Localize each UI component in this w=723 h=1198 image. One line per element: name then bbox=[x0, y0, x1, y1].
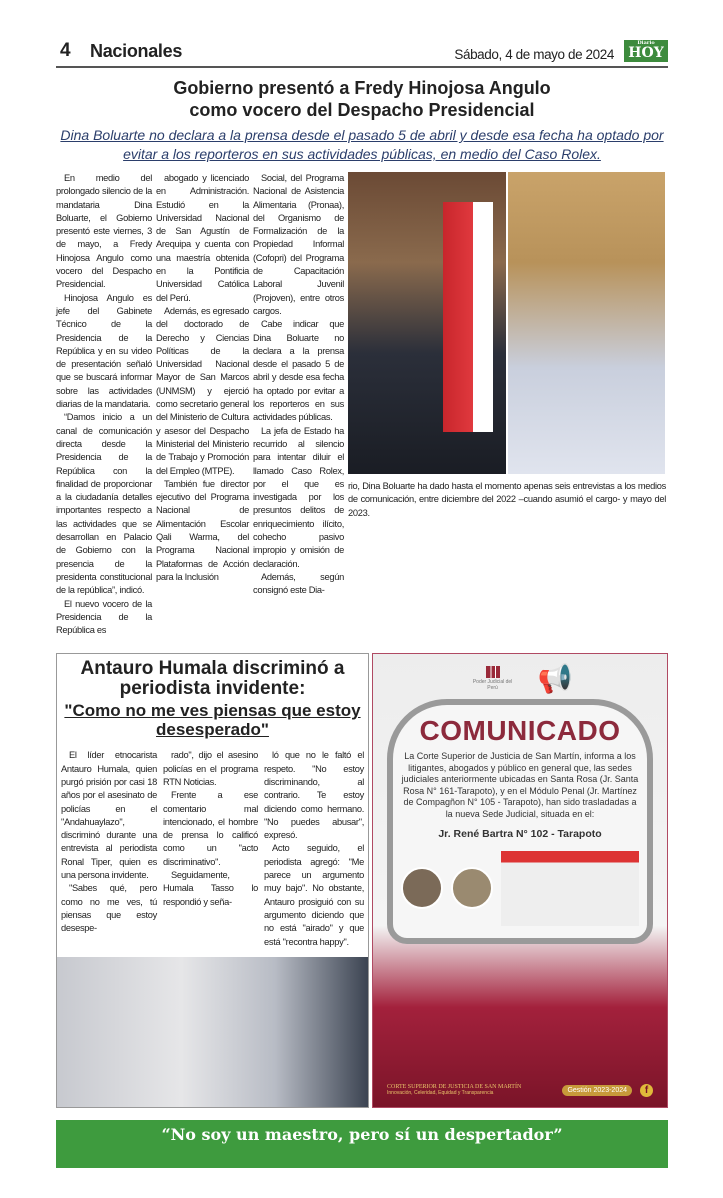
article1-media bbox=[348, 172, 666, 520]
paragraph: Social, del Programa Nacional de Asistencia Alimentaria (Pronaa), del Organismo de Formalización de la Propiedad Informal (Cofopri) del Programa de Capacitación Laboral Juvenil (Projoven), entre otros cargos. bbox=[253, 173, 344, 316]
ad-footer: CORTE SUPERIOR DE JUSTICIA DE SAN MARTÍN bbox=[387, 1084, 522, 1091]
article2-column-1 bbox=[61, 749, 157, 948]
building-photo-2 bbox=[451, 867, 493, 909]
logo-big-text: HOY bbox=[628, 45, 664, 61]
paragraph: El nuevo vocero de la Presidencia de la República es bbox=[56, 598, 152, 636]
photo-antauro-interview bbox=[57, 957, 368, 1107]
paragraph: El líder etnocarista Antauro Humala, quien purgó prisión por casi 18 años por el asesinato de policías en el "Andahuaylazo", discriminó durante una entrevista al periodista Ronal Tiper, quien es una persona invidente. bbox=[61, 750, 157, 881]
article1-column-3 bbox=[253, 172, 344, 598]
ad-top bbox=[387, 662, 653, 695]
paragraph: abogado y licenciado en Administración. Estudió en la Universidad Nacional de San Agustín de Arequipa y cuenta con una maestría obtenida en la Pontificia Universidad Católica del Perú. bbox=[156, 173, 249, 303]
paragraph: También fue director ejecutivo del Programa Nacional de Alimentación Escolar Qali Warma, del Programa Nacional Plataformas de Acción para la Inclusión bbox=[156, 478, 249, 582]
photo-strip bbox=[348, 172, 666, 474]
megaphone-icon: 📢 bbox=[537, 663, 573, 695]
paragraph: Hinojosa Angulo es jefe del Gabinete Técnico de la Presidencia de la República y en su video de presentación señaló que se buscará informar sobre las actividades diarias de la mandataria. bbox=[56, 292, 152, 410]
article1-headline bbox=[56, 77, 668, 121]
paragraph: La jefa de Estado ha recurrido al silencio para intentar diluir el llamado Caso Rolex, por el que es investigada por los presuntos delitos de enriquecimiento ilícito, cohecho pasivo impropio y omisión de declaración. bbox=[253, 425, 344, 569]
building-photo-1 bbox=[401, 867, 443, 909]
ad-title: COMUNICADO bbox=[419, 715, 621, 747]
section-title: Nacionales bbox=[90, 41, 183, 61]
newspaper-logo bbox=[624, 40, 668, 62]
footer-quote: “No soy un maestro, pero sí un despertador” bbox=[56, 1120, 668, 1168]
article2-frame bbox=[56, 653, 369, 1107]
page-number: 4 bbox=[60, 40, 71, 61]
paragraph: "Sabes qué, pero como no me ves, tú piensas que estoy desespe- bbox=[61, 883, 157, 934]
new-courthouse-photo bbox=[501, 851, 639, 926]
logo-small-text: Diario bbox=[637, 40, 655, 46]
ad-badge: Gestión 2023-2024 bbox=[562, 1085, 632, 1096]
article2-body bbox=[59, 749, 366, 948]
article2-column-3 bbox=[264, 749, 364, 948]
headline-line-2: como vocero del Despacho Presidencial bbox=[189, 100, 535, 120]
photo-dina-boluarte bbox=[508, 172, 665, 474]
article1-continuation: rio, Dina Boluarte ha dado hasta el momento apenas seis entrevistas a los medios de comunicación, entre diciembre del 2022 –cuando asumió el cargo- y mayo del 2023. bbox=[348, 481, 666, 518]
ad-address: Jr. René Bartra N° 102 - Tarapoto bbox=[438, 828, 602, 841]
headline-line-1: Gobierno presentó a Fredy Hinojosa Angulo bbox=[173, 78, 551, 98]
peru-flag bbox=[443, 202, 493, 432]
paragraph: Seguidamente, Humala Tasso lo respondió y seña- bbox=[163, 870, 258, 907]
article1-body bbox=[56, 172, 668, 637]
ad-footer-bar bbox=[387, 1074, 653, 1097]
article1-column-1 bbox=[56, 172, 152, 637]
paragraph: Frente a ese comentario mal intencionado, el hombre de prensa lo calificó como un "acto discriminativo". bbox=[163, 790, 258, 867]
paragraph: Cabe indicar que Dina Boluarte no declara a la prensa desde el pasado 5 de abril y desde esa fecha ha optado por evitar a los reporteros en sus actividades públicas. bbox=[253, 319, 344, 423]
ad-card-frame bbox=[387, 699, 653, 944]
article2-quote-headline: "Como no me ves piensas que estoy desesperado" bbox=[64, 701, 361, 740]
article-subtitle: Dina Boluarte no declara a la prensa desde el pasado 5 de abril y desde esa fecha ha optado por evitar a los reporteros en sus actividades públicas, en medio del Caso Rolex. bbox=[60, 127, 664, 162]
ad-footer-sub: Innovación, Celeridad, Equidad y Transparencia bbox=[387, 1090, 494, 1097]
paragraph: Además, según consignó este Dia- bbox=[253, 571, 344, 596]
ad-images bbox=[401, 848, 639, 928]
paragraph: En medio del prolongado silencio de la mandataria Dina Boluarte, el Gobierno presentó este viernes, 3 de mayo, a Fredy Hinojosa Angulo como vocero del Despacho Presidencial. bbox=[56, 173, 152, 290]
ad-body: La Corte Superior de Justicia de San Martín, informa a los litigantes, abogados y público en general que, las sedes judiciales anteriormente ubicadas en Santa Rosa (Jr. Santa Rosa N° 161-Tarapoto), y en el Módulo Penal (Jr. Martínez de Compagñon N° 105 - Tarapoto), han sido trasladadas a la nueva Sede Judicial, situada en el: bbox=[401, 751, 639, 819]
masthead bbox=[56, 38, 668, 68]
article2-column-2 bbox=[163, 749, 258, 948]
judicial-logo-text: Poder Judicial del Perú bbox=[472, 679, 513, 692]
paragraph: rado", dijo el asesino policías en el programa RTN Noticias. bbox=[163, 750, 258, 787]
photo-fredy-hinojosa bbox=[348, 172, 506, 474]
paragraph: Además, es egresado del doctorado de Derecho y Ciencias Políticas de la Universidad Nacional Mayor de San Marcos (UNMSM) y ejerció como secretario general del Ministerio de Cultura y asesor del Despacho Ministerial del Ministerio de Trabajo y Promoción del Empleo (MTPE). bbox=[156, 305, 249, 476]
paragraph: ló que no le faltó el respeto. "No estoy discriminando, al contrario. Te estoy diciendo como hermano. "No puedes abusar", expresó. bbox=[264, 750, 364, 841]
comunicado-advertisement bbox=[372, 653, 668, 1107]
facebook-icon[interactable]: f bbox=[640, 1084, 653, 1097]
article1-column-2 bbox=[156, 172, 249, 584]
issue-date: Sábado, 4 de mayo de 2024 bbox=[454, 47, 614, 62]
paragraph: “Damos inicio a un canal de comunicación directa desde la Presidencia de la República con la finalidad de proporcionar a la ciudadanía detalles importantes respecto a las actividades que se desarrollan en Palacio de Gobierno con la presencia de la presidenta constitucional de la república”, indicó. bbox=[56, 412, 152, 596]
paragraph: Acto seguido, el periodista agregó: "Me parece un argumento muy bajo". No obstante, Antauro prosiguió con su argumento diciendo que no está "airado" y que está "recontra happy". bbox=[264, 843, 364, 947]
lower-section bbox=[56, 653, 668, 1107]
article2-headline: Antauro Humala discriminó a periodista invidente: bbox=[80, 658, 345, 700]
judicial-logo bbox=[468, 666, 518, 691]
